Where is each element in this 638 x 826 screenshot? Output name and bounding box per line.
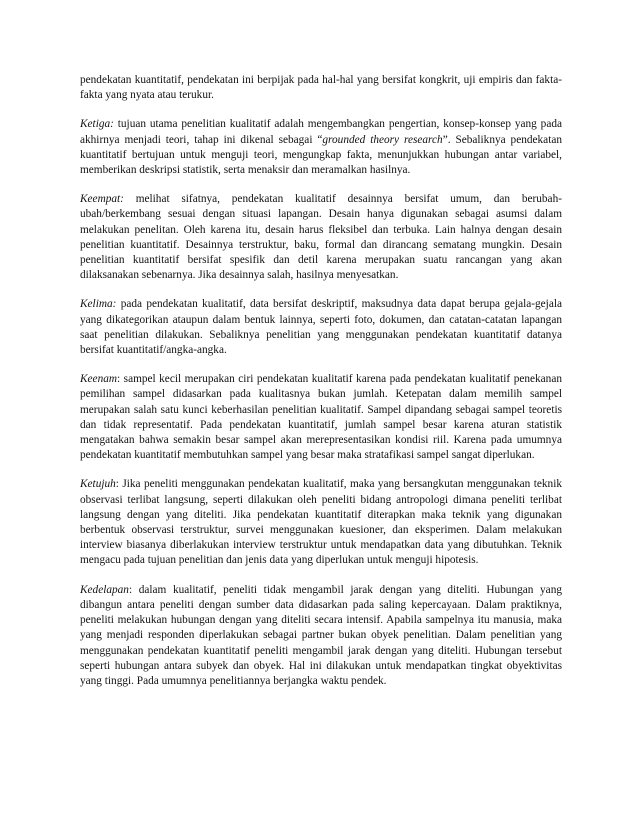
- paragraph-ketiga: [80, 117, 562, 178]
- paragraph-lead: Kelima:: [80, 298, 117, 311]
- document-page: [80, 73, 562, 703]
- paragraph-lead: Ketiga:: [80, 118, 114, 131]
- paragraph-text: melihat sifatnya, pendekatan kualitatif desainnya bersifat umum, dan berubah-ubah/berkembang sesuai dengan situasi lapangan. Desain hanya digunakan sebagai asumsi dalam melakukan penelitan. Oleh karena itu, desain harus fleksibel dan terbuka. Lain halnya dengan desain penelitian kuantitatif. Desainnya terstruktur, baku, formal dan dirancang sematang mungkin. Desain penelitian kuantitatif bersifat spesifik dan detil karena merupakan suatu rancangan yang akan dilaksanakan sebenarnya. Jika desainnya salah, hasilnya menyesatkan.: [80, 193, 562, 282]
- paragraph-text: tujuan utama penelitian kualitatif adalah mengembangkan pengertian, konsep-konsep yang pada akhirnya menjadi teori, tahap ini dikenal sebagai “: [80, 118, 562, 146]
- paragraph-keempat: [80, 192, 562, 283]
- paragraph-lead: Keenam: [80, 373, 118, 386]
- emphasis-term: grounded theory research: [322, 133, 443, 146]
- paragraph-ketujuh: [80, 477, 562, 568]
- paragraph-text: : sampel kecil merupakan ciri pendekatan kualitatif karena pada pendekatan kualitatif penekanan pemilihan sampel didasarkan pada kualitasnya bukan jumlah. Ketepatan dalam memilih sampel merupakan salah satu kunci keberhasilan penelitian kualitatif. Sampel dipandang sebagai sampel teoretis dan tidak representatif. Pada pendekatan kuantitatif, jumlah sampel besar karena aturan statistik mengatakan bahwa semakin besar sampel akan merepresentasikan kondisi riil. Karena pada umumnya pendekatan kuantitatif membutuhkan sampel yang besar maka stratafikasi sampel sangat diperlukan.: [80, 373, 562, 462]
- paragraph-text: : dalam kualitatif, peneliti tidak mengambil jarak dengan yang diteliti. Hubungan yang dibangun antara peneliti dengan sumber data didasarkan pada saling kepercayaan. Dalam praktiknya, peneliti melakukan hubungan dengan yang diteliti secara intensif. Apabila sampelnya itu manusia, maka yang menjadi responden diperlakukan sebagai partner bukan obyek penelitian. Dalam penelitian yang menggunakan pendekatan kuantitatif peneliti mengambil jarak dengan yang diteliti. Hubungan tersebut seperti hubungan antara subyek dan obyek. Hal ini dilakukan untuk mendapatkan tingkat obyektivitas yang tinggi. Pada umumnya penelitiannya berjangka waktu pendek.: [80, 583, 562, 687]
- paragraph-text: : Jika peneliti menggunakan pendekatan kualitatif, maka yang bersangkutan menggunakan teknik observasi terlibat langsung, seperti dilakukan oleh peneliti bidang antropologi dimana peneliti terlibat langsung dengan yang diteliti. Jika pendekatan kuantitatif diterapkan maka teknik yang digunakan berbentuk observasi terstruktur, survei menggunakan kuesioner, dan eksperimen. Dalam melakukan interview biasanya diberlakukan interview terstruktur untuk mendapatkan data yang dibutuhkan. Teknik mengacu pada tujuan penelitian dan jenis data yang diperlukan untuk menguji hipotesis.: [80, 478, 562, 567]
- paragraph-text: pendekatan kuantitatif, pendekatan ini berpijak pada hal-hal yang bersifat kongkrit, uji empiris dan fakta-fakta yang nyata atau terukur.: [80, 74, 562, 102]
- paragraph-kelima: [80, 297, 562, 358]
- paragraph-text: pada pendekatan kualitatif, data bersifat deskriptif, maksudnya data dapat berupa gejala-gejala yang dikategorikan ataupun dalam bentuk lainnya, seperti foto, dokumen, dan catatan-catatan lapangan saat penelitian dilakukan. Sebaliknya penelitian yang menggunakan pendekatan kuantitatif datanya bersifat kuantitatif/angka-angka.: [80, 298, 562, 357]
- paragraph-lead: Kedelapan: [80, 583, 129, 596]
- paragraph-text-continued: ”. Sebaliknya pendekatan kuantitatif bertujuan untuk menguji teori, mengungkap fakta, menunjukkan hubungan antar variabel, memberikan deskripsi statistik, serta menaksir dan meramalkan hasilnya.: [80, 133, 562, 177]
- paragraph-keenam: [80, 372, 562, 463]
- paragraph-kedelapan: [80, 583, 562, 689]
- paragraph-lead: Keempat:: [80, 193, 124, 206]
- paragraph-intro: [80, 73, 562, 103]
- paragraph-lead: Ketujuh: [80, 478, 116, 491]
